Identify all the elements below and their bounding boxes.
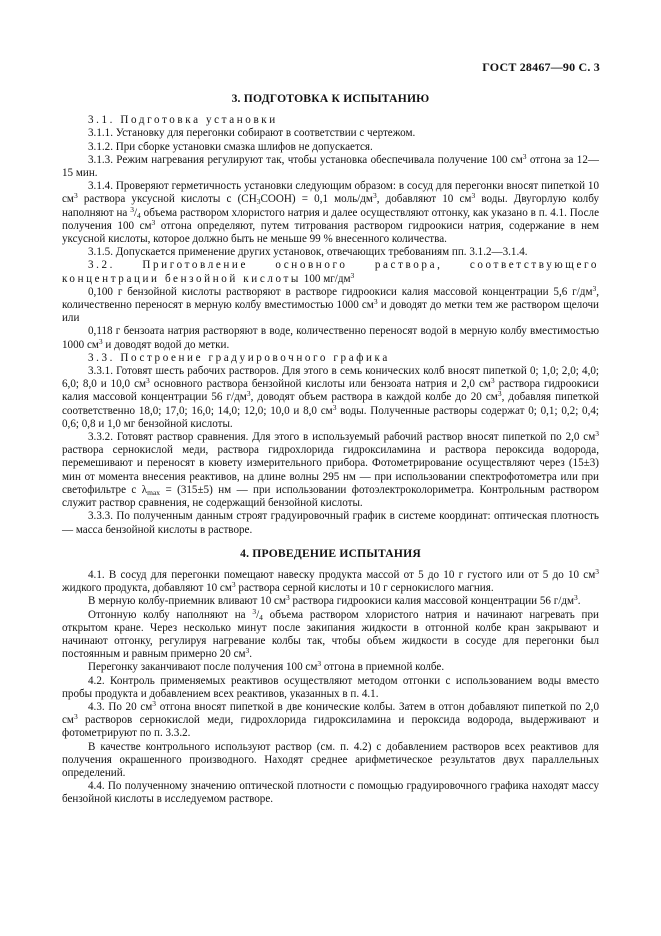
section-3: [62, 92, 599, 807]
para-4-1: 4.1. В сосуд для перегонки помещают навеску продукта массой от 5 до 10 г густого или от 5 до 10 $см^3$ жидкого продукта, добавляют 10 $см^3$ раствора серной кислоты и 10 г сернокислого магния.: [62, 566, 599, 595]
para-3-1-3: 3.1.3. Режим нагревания регулируют так, чтобы установка обеспечивала получение 100 $см^3$ отгона за 12—15 мин.: [62, 151, 599, 180]
para-3-1-5: 3.1.5. Допускается применение других установок, отвечающих требованиям пп. 3.1.2—3.1.4.: [88, 246, 528, 259]
para-4-3: 4.3. По 20 $см^3$ отгона вносят пипеткой в две конические колбы. Затем в отгон добавляют пипеткой по 2,0 $см^3$ растворов сернокислой меди, гидрохлорида гидроксиламина и пероксида водорода, выдерживают и фотометрируют по п. 3.3.2.: [62, 698, 599, 740]
para-3-3-1: 3.3.1. Готовят шесть рабочих растворов. Для этого в семь конических колб вносят пипеткой 0; 1,0; 2,0; 4,0; 6,0; 8,0 и 10,0 $см^3$ основного раствора бензойной кислоты или бензоата натрия и 2,0 $см^3$ раствора гидроокиси калия массовой концентрации 56 $г/дм^3$, доводят объем раствора в каждой колбе до 20 $см^3$, добавляя пипеткой соответственно 18,0; 17,0; 16,0; 14,0; 12,0; 10,0 и 8,0 $см^3$ воды. Полученные растворы содержат 0; 0,1; 0,2; 0,4; 0,6; 0,8 и 1,0 мг бензойной кислоты.: [62, 365, 599, 430]
page-header: ГОСТ 28467—90 С. 3: [482, 60, 600, 74]
para-3-1-1: 3.1.1. Установку для перегонки собирают в соответствии с чертежом.: [88, 127, 416, 140]
para-3-3-3: 3.3.3. По полученным данным строят градуировочный график в системе координат: оптическая плотность — масса бензойной кислоты в растворе.: [62, 510, 599, 536]
section-3-title: 3. ПОДГОТОВКА К ИСПЫТАНИЮ: [231, 92, 430, 105]
section-4: [62, 547, 599, 807]
para-4-4: 4.4. По полученному значению оптической плотности с помощью градуировочного графика находят массу бензойной кислоты в исследуемом растворе.: [62, 780, 599, 806]
para-3-2-0: 0,100 г бензойной кислоты растворяют в растворе гидроокиси калия массовой концентрации 5,6 $г/дм^3$, количественно переносят в мерную колбу вместимостью 1000 $см^3$ и доводят до метки тем же раствором щелочи или: [62, 283, 599, 325]
section-4-title: 4. ПРОВЕДЕНИЕ ИСПЫТАНИЯ: [240, 546, 421, 560]
para-3-2-1: 0,118 г бензоата натрия растворяют в воде, количественно переносят водой в мерную колбу вместимостью 1000 $см^3$ и доводят водой до метки.: [62, 325, 599, 351]
para-3-3-2: 3.3.2. Готовят раствор сравнения. Для этого в используемый рабочий раствор вносят пипеткой по 2,0 $см^3$ раствора сернокислой меди, раствора гидрохлорида гидроксиламина и раствора пероксида водорода, перемешивают и переносят в кювету измерительного прибора. Фотометрирование осуществляют через (15±3) мин от момента внесения реактивов, на длине волны 295 нм — при использовании спектрофотометра или при светофильтре с $\lambda_{max} = (315\pm 5)$ нм — при использовании фотоэлектроколориметра. Контрольным раствором служит раствор сравнения, не содержащий бензойной кислоты.: [62, 429, 599, 510]
para-4-2: 4.2. Контроль применяемых реактивов осуществляют методом отгонки с использованием воды вместо пробы продукта и добавлением всех реактивов, указанных в п. 4.1.: [62, 674, 599, 700]
para-3-2: 3.2. Приготовление основного раствора, соответствующего концентрации бензойной кислоты 100 $мг/дм^3$: [62, 259, 599, 285]
para-4-1-3: Отгонную колбу наполняют на $^3/_4$ объема раствором хлористого натрия и начинают нагревать при открытом кране. Через несколько минут после закипания жидкости в отгонной колбе кран закрывают и начинают отгонку, регулируя нагревание колбы так, чтобы объем жидкости в сосуде для перегонки был постоянным и равным примерно 20 $см^3$.: [62, 606, 599, 661]
para-4-1-4: Перегонку заканчивают после получения 100 $см^3$ отгона в приемной колбе.: [88, 659, 445, 674]
para-3-1-4: 3.1.4. Проверяют герметичность установки следующим образом: в сосуд для перегонки вносят пипеткой 10 $см^3$ раствора уксусной кислоты с $(CH_3COOH) = 0,1$ моль/$дм^3$, добавляют 10 $см^3$ воды. Двугорлую колбу наполняют на $^3/_4$ объема раствором хлористого натрия и далее осуществляют отгонку, как указано в п. 4.1. После получения 100 $см^3$ отгона определяют, путем титрования раствором гидроокиси натрия, содержание в нем уксусной кислоты, которое должно быть не меньше 99 % внесенного количества.: [62, 180, 599, 246]
para-4-1-2: В мерную колбу-приемник вливают 10 $см^3$ раствора гидроокиси калия массовой концентрации 56 $г/дм^3$.: [88, 593, 581, 608]
para-4-3-2: В качестве контрольного используют раствор (см. п. 4.2) с добавлением растворов всех реактивов для получения окрашенного производного. Находят среднее арифметическое результатов двух параллельных определений.: [62, 740, 599, 779]
para-3-3: 3.3. Построение градуировочного графика: [88, 351, 390, 364]
para-3-1-2: 3.1.2. При сборке установки смазка шлифов не допускается.: [88, 140, 373, 153]
para-3-1: 3.1. Подготовка установки: [88, 114, 278, 127]
